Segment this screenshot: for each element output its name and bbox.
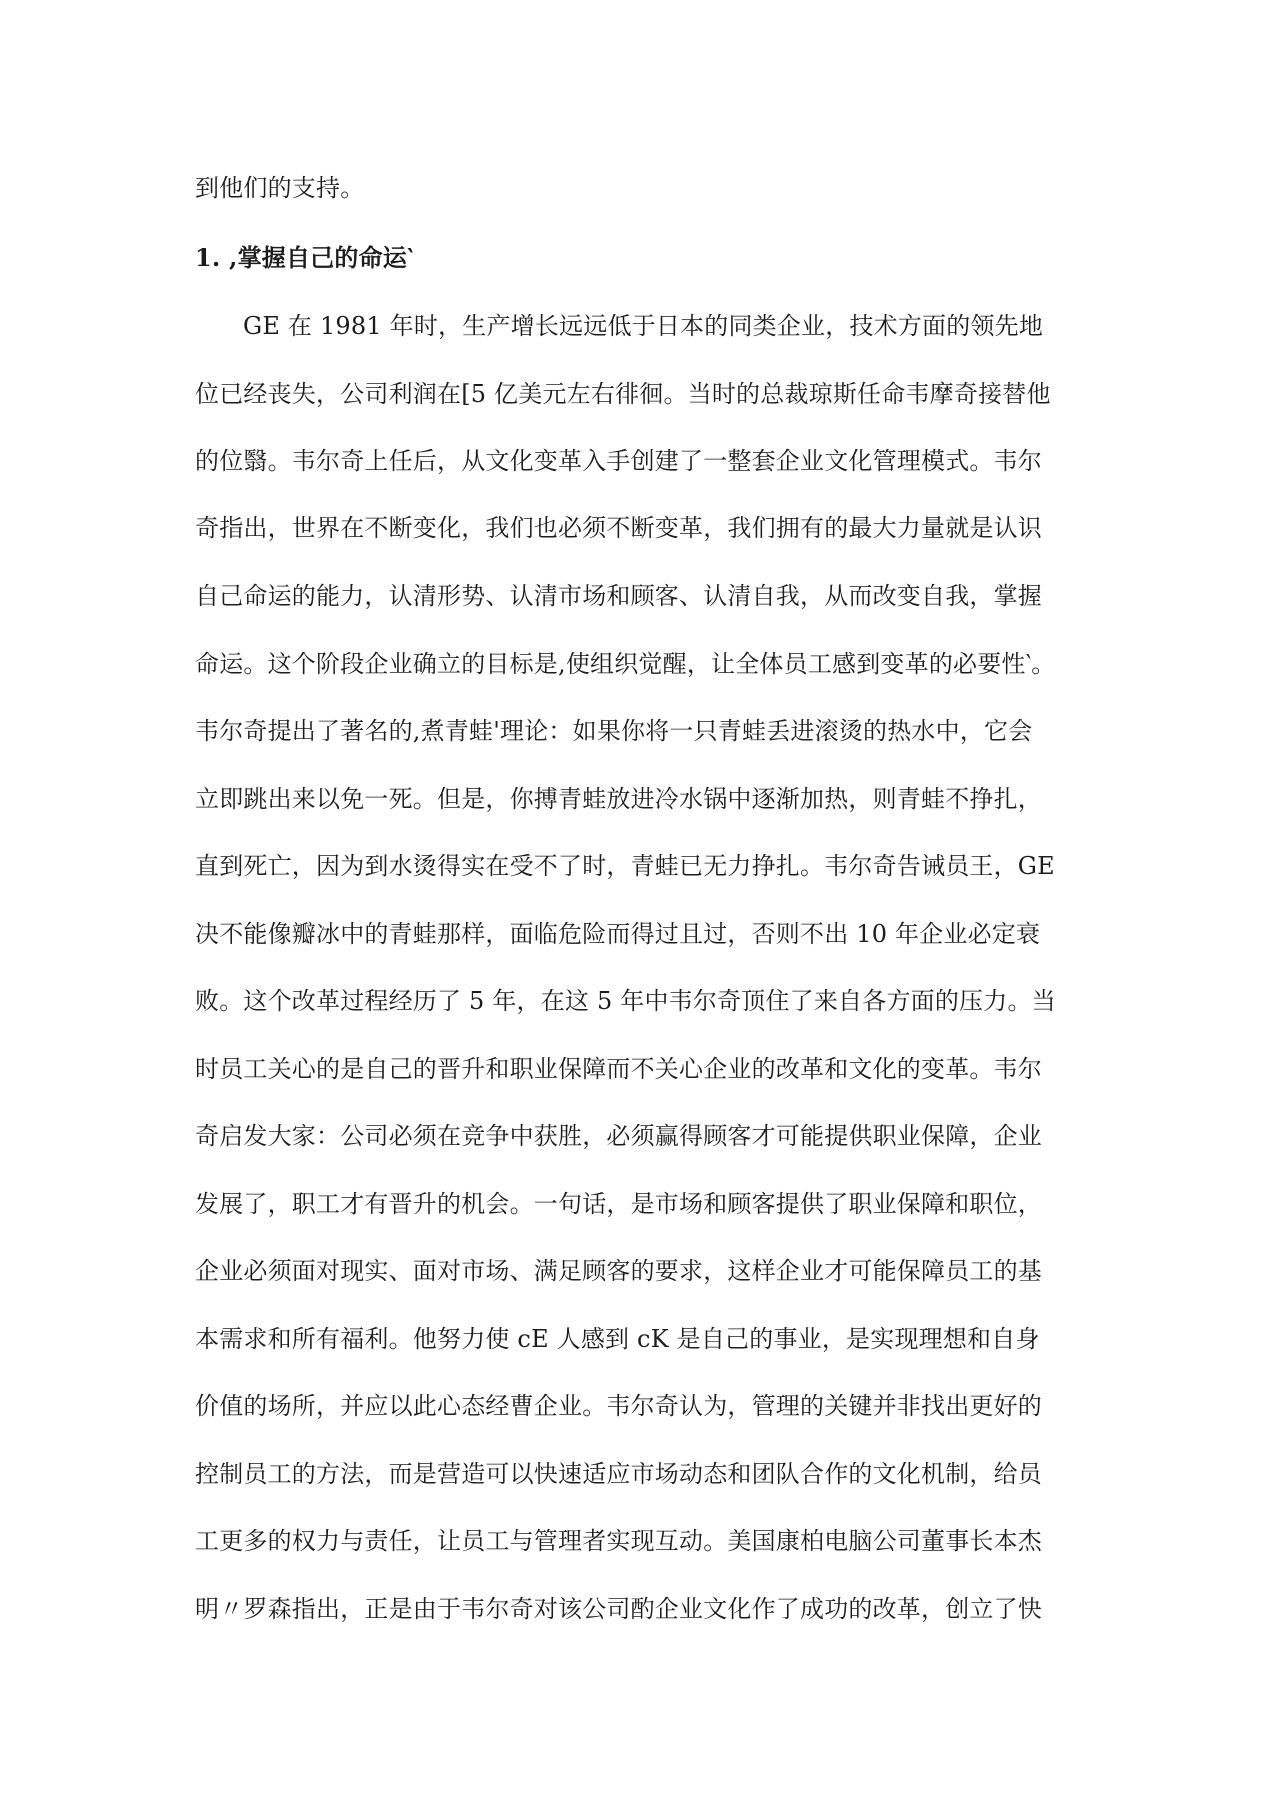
paragraph-line: 败。这个改革过程经历了 5 年，在这 5 年中韦尔奇顶住了来自各方面的压力。当	[195, 987, 1056, 1015]
paragraph-line: 直到死亡，因为到水烫得实在受不了时，青蛙已无力挣扎。韦尔奇告诫员王，GE	[195, 852, 1055, 880]
paragraph-line: 控制员工的方法，而是营造可以快速适应市场动态和团队合作的文化机制，给员	[195, 1460, 1042, 1488]
paragraph-line: 时员工关心的是自己的晋升和职业保障而不关心企业的改革和文化的变革。韦尔	[195, 1055, 1042, 1083]
paragraph-line: 企业必须面对现实、面对市场、满足顾客的要求，这样企业才可能保障员工的基	[195, 1257, 1042, 1285]
paragraph-line: 发展了，职工才有晋升的机会。一句话，是市场和顾客提供了职业保障和职位，	[195, 1190, 1042, 1218]
paragraph-line: 价值的场所，并应以此心态经曹企业。韦尔奇认为，管理的关键并非找出更好的	[195, 1392, 1042, 1420]
paragraph-line: 的位翳。韦尔奇上任后，从文化变革入手创建了一整套企业文化管理模式。韦尔	[195, 447, 1042, 475]
paragraph-line: 本需求和所有福利。他努力使 cE 人感到 cK 是自己的事业，是实现理想和自身	[195, 1325, 1040, 1353]
paragraph-line: GE 在 1981 年时，生产增长远远低于日本的同类企业，技术方面的领先地	[243, 312, 1044, 340]
paragraph-line: 命运。这个阶段企业确立的目标是,使组织觉醒，让全体员工感到变革的必要性‵。	[195, 650, 1056, 678]
paragraph-line: 自己命运的能力，认清形势、认清市场和顾客、认清自我，从而改变自我，掌握	[195, 582, 1042, 610]
paragraph-line: 立即跳出来以免一死。但是，你搏青蛙放进冷水锅中逐渐加热，则青蛙不挣扎，	[195, 785, 1042, 813]
paragraph-line: 明〃罗森指出，正是由于韦尔奇对该公司酌企业文化作了成功的改革，创立了快	[195, 1595, 1042, 1623]
paragraph-line: 奇指出，世界在不断变化，我们也必须不断变革，我们拥有的最大力量就是认识	[195, 514, 1042, 542]
paragraph-line: 位已经丧失，公司利润在[5 亿美元左右徘徊。当时的总裁琼斯任命韦摩奇接替他	[195, 380, 1051, 408]
paragraph-line: 工更多的权力与责任，让员工与管理者实现互动。美国康柏电脑公司董事长本杰	[195, 1527, 1042, 1555]
paragraph-line: 奇启发大家：公司必须在竞争中获胜，必须赢得顾客才可能提供职业保障，企业	[195, 1122, 1042, 1150]
section-heading: 1. ,掌握自己的命运‵	[195, 243, 414, 272]
paragraph-continuation-line: 到他们的支持。	[195, 174, 365, 202]
paragraph-line: 韦尔奇提出了著名的,煮青蛙'理论：如果你将一只青蛙丢进滚烫的热水中，它会	[195, 717, 1033, 745]
paragraph-line: 决不能像瓣冰中的青蛙那样，面临危险而得过且过，否则不出 10 年企业必定衰	[195, 920, 1041, 948]
